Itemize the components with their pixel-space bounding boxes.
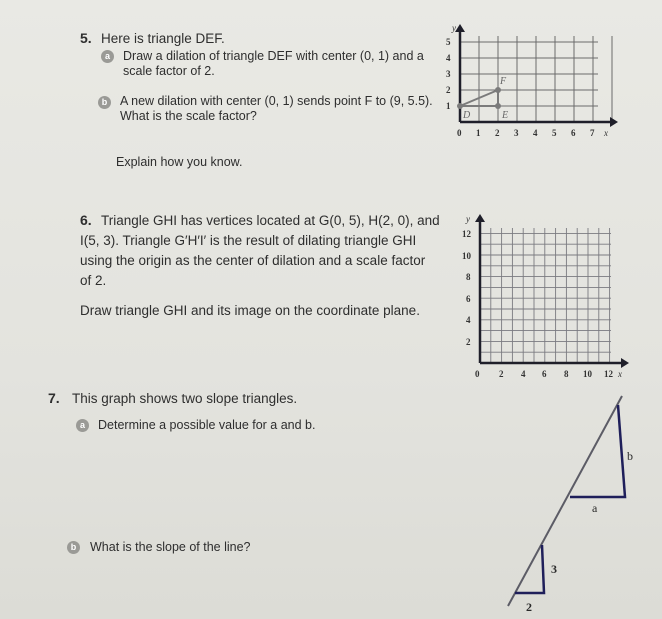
large-slope-triangle — [570, 405, 625, 497]
svg-text:8: 8 — [564, 369, 569, 379]
svg-text:12: 12 — [604, 369, 613, 379]
svg-text:6: 6 — [542, 369, 547, 379]
svg-text:4: 4 — [466, 315, 471, 325]
svg-text:3: 3 — [446, 69, 451, 79]
svg-text:y: y — [466, 214, 470, 224]
q5-coordinate-grid[interactable] — [440, 22, 620, 142]
q5-part-a-line2: scale factor of 2. — [123, 64, 215, 78]
slope-triangles-figure — [500, 390, 650, 619]
q6-line3: using the origin as the center of dilation and a scale factor — [80, 253, 426, 268]
q6-instruction: Draw triangle GHI and its image on the coordinate plane. — [80, 303, 420, 318]
svg-text:5: 5 — [552, 128, 557, 138]
q5-part-b-line2: What is the scale factor? — [120, 109, 257, 123]
svg-text:0: 0 — [475, 369, 480, 379]
point-e — [495, 103, 501, 109]
svg-text:4: 4 — [533, 128, 538, 138]
x-axis-arrow-icon — [610, 117, 618, 127]
svg-text:x: x — [618, 369, 622, 379]
part-b-badge: b — [67, 541, 80, 554]
point-f — [495, 87, 501, 93]
label-d: D — [463, 110, 471, 121]
svg-text:2: 2 — [499, 369, 504, 379]
svg-text:8: 8 — [466, 272, 471, 282]
q7-part-b-text: What is the slope of the line? — [90, 540, 251, 554]
svg-text:a: a — [592, 501, 598, 515]
question-5-prompt: Here is triangle DEF. — [101, 31, 225, 46]
q5-part-a-line1: Draw a dilation of triangle DEF with center (0, 1) and a — [123, 49, 424, 63]
q5-explain-prompt: Explain how you know. — [116, 155, 243, 169]
q6-coordinate-grid[interactable] — [448, 210, 643, 385]
part-b-badge: b — [98, 96, 111, 109]
svg-text:6: 6 — [466, 294, 471, 304]
q6-line4: of 2. — [80, 273, 107, 288]
svg-text:4: 4 — [446, 53, 451, 63]
q6-line2: I(5, 3). Triangle G′H′I′ is the result of dilating triangle GHI — [80, 233, 417, 248]
question-5-number: 5. — [80, 30, 92, 46]
svg-text:7: 7 — [590, 128, 595, 138]
question-6-number: 6. — [80, 212, 92, 228]
svg-text:6: 6 — [571, 128, 576, 138]
svg-text:b: b — [627, 449, 633, 463]
svg-text:2: 2 — [466, 337, 471, 347]
svg-text:10: 10 — [462, 251, 471, 261]
q7-prompt: This graph shows two slope triangles. — [72, 391, 298, 406]
svg-text:12: 12 — [462, 229, 471, 239]
svg-text:3: 3 — [514, 128, 519, 138]
part-a-badge: a — [76, 419, 89, 432]
part-a-badge: a — [101, 50, 114, 63]
svg-text:y: y — [452, 23, 456, 33]
point-d — [457, 103, 463, 109]
y-axis-arrow-icon — [455, 24, 465, 32]
svg-text:2: 2 — [526, 600, 532, 614]
svg-text:1: 1 — [476, 128, 481, 138]
q6-line1: Triangle GHI has vertices located at G(0, 5), H(2, 0), and — [101, 213, 440, 228]
svg-text:x: x — [604, 128, 608, 138]
svg-text:0: 0 — [457, 128, 462, 138]
svg-text:2: 2 — [446, 85, 451, 95]
question-7-number: 7. — [48, 390, 60, 406]
q5-part-b-line1: A new dilation with center (0, 1) sends point F to (9, 5.5). — [120, 94, 433, 108]
label-e: E — [502, 110, 509, 121]
svg-text:4: 4 — [521, 369, 526, 379]
q7-part-a-text: Determine a possible value for a and b. — [98, 418, 316, 432]
svg-text:3: 3 — [551, 562, 557, 576]
sloped-line — [508, 396, 622, 606]
svg-text:2: 2 — [495, 128, 500, 138]
x-axis-arrow-icon — [621, 358, 629, 368]
svg-text:5: 5 — [446, 37, 451, 47]
svg-text:10: 10 — [583, 369, 592, 379]
y-axis-arrow-icon — [475, 214, 485, 222]
svg-text:1: 1 — [446, 101, 451, 111]
label-f: F — [500, 76, 507, 87]
